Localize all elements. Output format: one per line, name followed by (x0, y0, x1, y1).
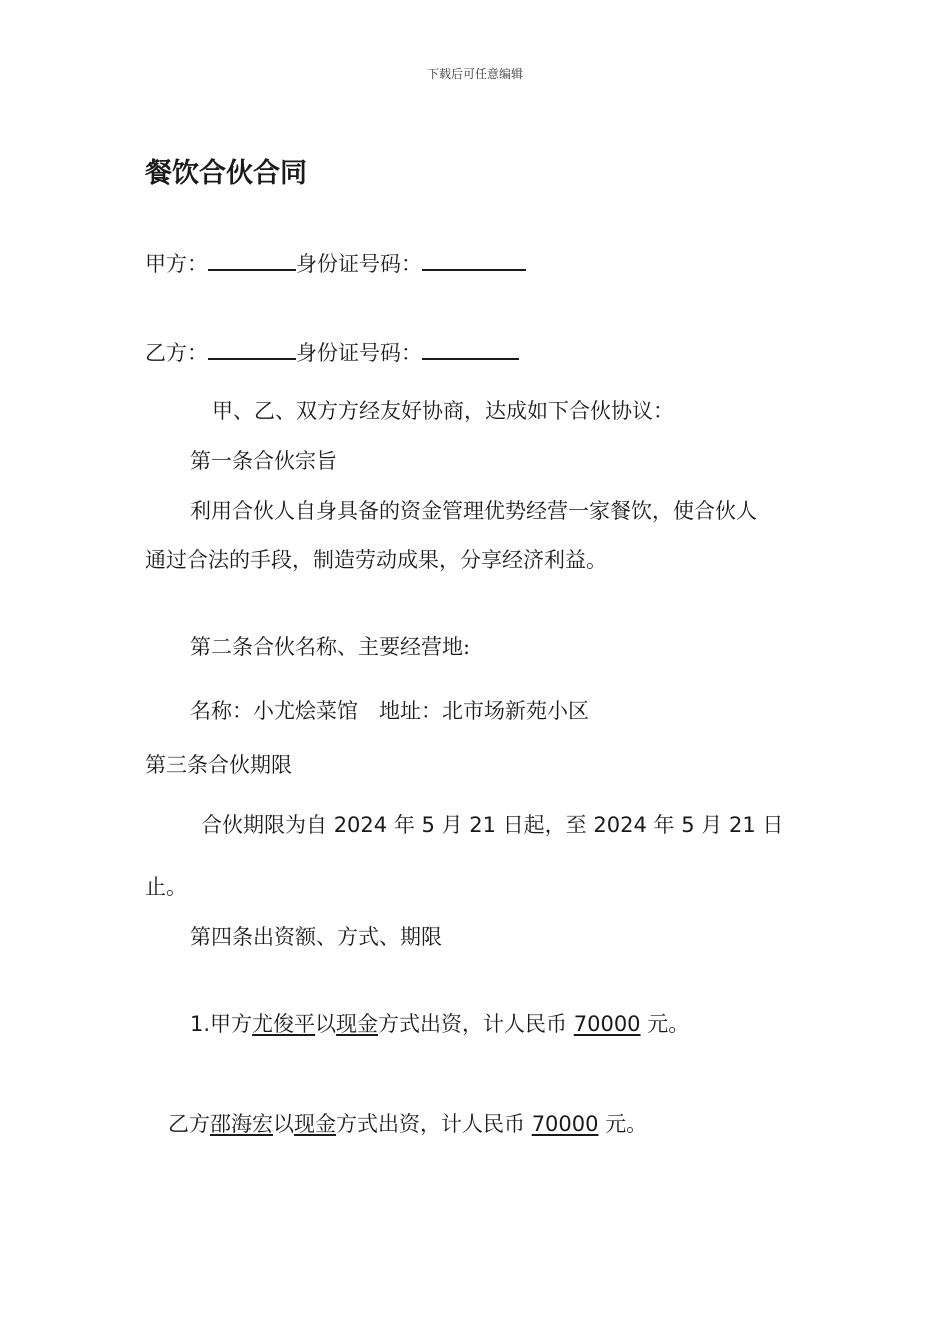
article1-heading: 第一条合伙宗旨 (190, 449, 337, 473)
article4-heading: 第四条出资额、方式、期限 (190, 925, 442, 949)
contribution-b-line (168, 1110, 647, 1138)
intro-paragraph: 甲、乙、双方方经友好协商，达成如下合伙协议： (212, 399, 674, 423)
term-end-ri: 日 (762, 813, 784, 837)
party-b-name-blank[interactable] (208, 336, 296, 360)
term-end-day: 21 (728, 813, 756, 837)
term-start-ri: 日起，至 (502, 813, 587, 837)
party-a-id-label: 身份证号码： (296, 252, 422, 276)
contribution-a-name: 尤俊平 (252, 1012, 316, 1036)
article1-body-line2: 通过合法的手段，制造劳动成果，分享经济利益。 (145, 548, 607, 572)
term-start-nian: 年 (393, 813, 415, 837)
term-start-yue: 月 (441, 813, 463, 837)
contribution-a-with: 以 (315, 1012, 337, 1036)
party-a-name-blank[interactable] (208, 247, 296, 271)
contribution-a-line (190, 1010, 689, 1038)
term-end-month: 5 (681, 813, 695, 837)
contribution-a-unit: 元。 (647, 1012, 690, 1036)
term-start-month: 5 (421, 813, 435, 837)
contribution-b-name: 邵海宏 (210, 1112, 273, 1136)
contribution-b-amount: 70000 (531, 1112, 599, 1136)
article2-heading: 第二条合伙名称、主要经营地: (190, 635, 471, 659)
article3-term-end: 止。 (145, 875, 187, 899)
term-start-day: 21 (469, 813, 496, 837)
term-end-nian: 年 (653, 813, 675, 837)
term-prefix: 合伙期限为自 (201, 813, 327, 837)
contribution-a-prefix: 甲方 (210, 1012, 253, 1036)
contribution-b-with: 以 (273, 1112, 294, 1136)
contribution-b-mid: 方式出资，计人民币 (336, 1112, 525, 1136)
article1-body-line1: 利用合伙人自身具备的资金管理优势经营一家餐饮，使合伙人 (190, 499, 757, 523)
page-header-note: 下载后可任意编辑 (426, 67, 523, 81)
party-b-label: 乙方： (145, 341, 208, 365)
term-end-yue: 月 (701, 813, 723, 837)
article2-detail: 名称：小尤烩菜馆 地址：北市场新苑小区 (190, 699, 589, 723)
contribution-a-amount: 70000 (573, 1012, 641, 1036)
contribution-b-unit: 元。 (605, 1112, 648, 1136)
party-a-id-blank[interactable] (422, 247, 526, 271)
term-start-year: 2024 (333, 813, 388, 837)
document-title: 餐饮合伙合同 (145, 158, 307, 189)
article3-term-line (201, 811, 783, 839)
term-end-year: 2024 (593, 813, 647, 837)
article3-heading: 第三条合伙期限 (145, 753, 292, 777)
party-b-line (145, 336, 519, 367)
contribution-b-prefix: 乙方 (168, 1112, 210, 1136)
party-a-line (145, 247, 526, 278)
contribution-a-number: 1. (190, 1012, 211, 1036)
contribution-a-mid: 方式出资，计人民币 (378, 1012, 568, 1036)
contribution-a-method: 现金 (336, 1012, 379, 1036)
party-b-id-label: 身份证号码： (296, 341, 422, 365)
party-a-label: 甲方： (145, 252, 208, 276)
contribution-b-method: 现金 (294, 1112, 336, 1136)
party-b-id-blank[interactable] (422, 336, 519, 360)
